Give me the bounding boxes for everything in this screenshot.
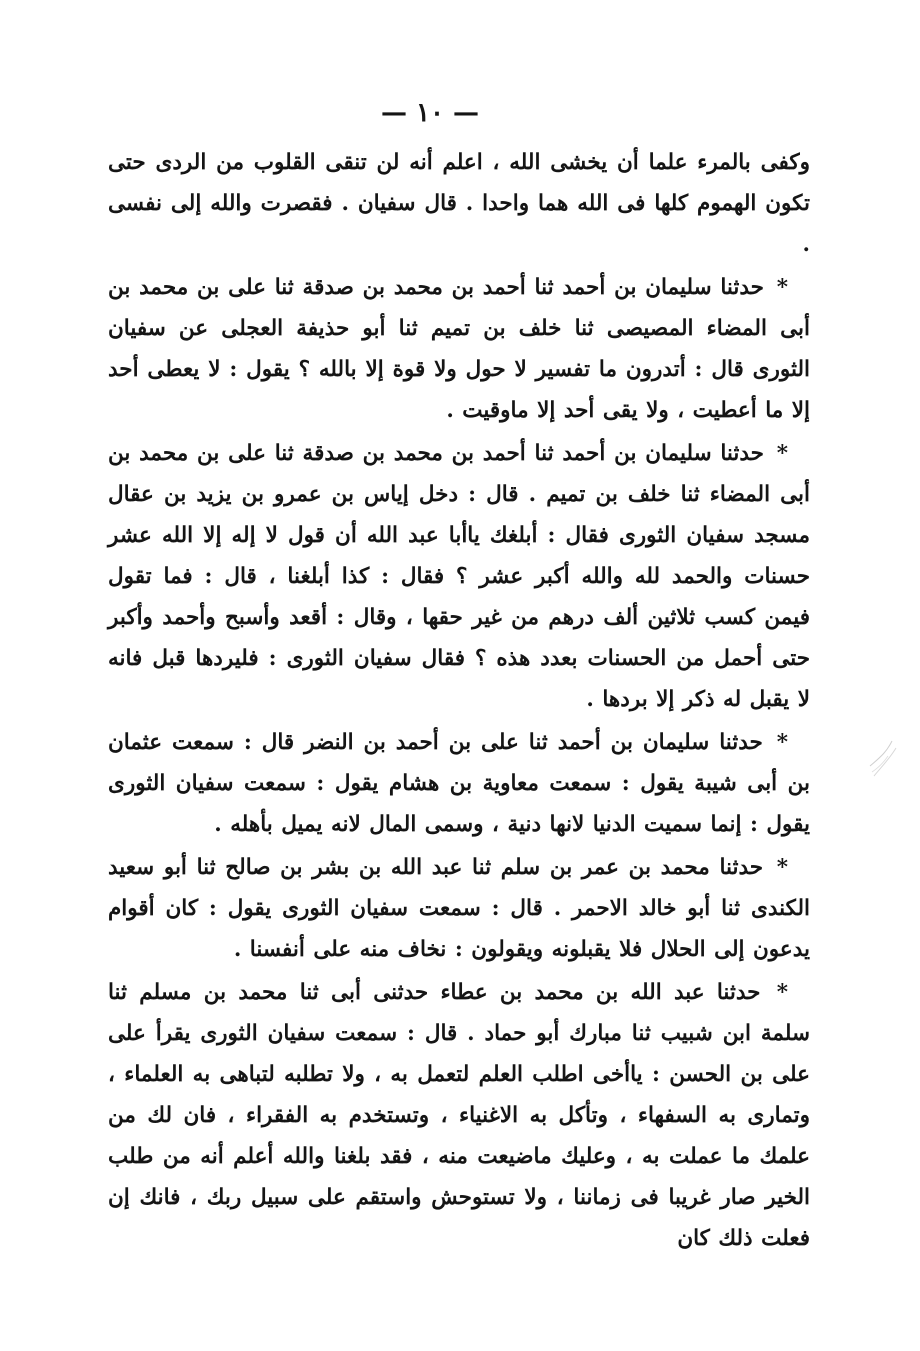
body-text [108, 142, 810, 1261]
paragraph [108, 433, 810, 720]
asterisk-marker: * [776, 730, 788, 755]
paragraph [108, 722, 810, 845]
asterisk-marker: * [776, 441, 788, 466]
asterisk-marker: * [776, 275, 788, 300]
paragraph [108, 142, 810, 265]
scan-smudge [862, 736, 902, 786]
paragraph-text: حدثنا سليمان بن أحمد ثنا أحمد بن محمد بن صدقة ثنا على بن محمد بن أبى المضاء المصيصى ثنا خلف بن تميم ثنا أبو حذيفة العجلى عن سفيان الثورى قال : أتدرون ما تفسير لا حول ولا قوة إلا بالله ؟ يقول : لا يعطى أحد إلا ما أعطيت ، ولا يقى أحد إلا ماوقيت . [108, 275, 810, 423]
paragraph-text: حدثنا محمد بن عمر بن سلم ثنا عبد الله بن بشر بن صالح ثنا أبو سعيد الكندى ثنا أبو خالد الاحمر . قال : سمعت سفيان الثورى يقول : كان أقوام يدعون إلى الحلال فلا يقبلونه ويقولون : نخاف منه على أنفسنا . [108, 855, 810, 962]
paragraph-text: حدثنا عبد الله بن محمد بن عطاء حدثنى أبى ثنا محمد بن مسلم ثنا سلمة ابن شبيب ثنا مبارك أبو حماد . قال : سمعت سفيان الثورى يقرأ على على بن الحسن : ياأخى اطلب العلم لتعمل به ، ولا تطلبه لتباهى به العلماء ، وتمارى به السفهاء ، وتأكل به الاغنياء ، وتستخدم به الفقراء ، فان لك من علمك ما عملت به ، وعليك ماضيعت منه ، فقد بلغنا والله أعلم أنه من طلب الخير صار غريبا فى زماننا ، ولا تستوحش واستقم على سبيل ربك ، فانك إن فعلت ذلك كان [108, 980, 810, 1251]
asterisk-marker: * [776, 855, 788, 880]
page-number: — ١٠ — [380, 98, 480, 128]
paragraph-text: وكفى بالمرء علما أن يخشى الله ، اعلم أنه لن تنقى القلوب من الردى حتى تكون الهموم كلها فى الله هما واحدا . قال سفيان . فقصرت والله إلى نفسى . [108, 150, 810, 257]
paragraph-text: حدثنا سليمان بن أحمد ثنا أحمد بن محمد بن صدقة ثنا على بن محمد بن أبى المضاء ثنا خلف بن تميم . قال : دخل إياس بن عمرو بن يزيد بن عقال مسجد سفيان الثورى فقال : أبلغك ياأبا عبد الله أن قول لا إله إلا الله عشر حسنات والحمد لله والله أكبر عشر ؟ فقال : كذا أبلغنا ، قال : فما تقول فيمن كسب ثلاثين ألف درهم من غير حقها ، وقال : أقعد وأسبح وأحمد وأكبر حتى أحمل من الحسنات بعدد هذه ؟ فقال سفيان الثورى : فليردها قبل فانه لا يقبل له ذكر إلا بردها . [108, 441, 810, 712]
asterisk-marker: * [776, 980, 788, 1005]
paragraph [108, 267, 810, 431]
paragraph [108, 972, 810, 1259]
paragraph [108, 847, 810, 970]
paragraph-text: حدثنا سليمان بن أحمد ثنا على بن أحمد بن النضر قال : سمعت عثمان بن أبى شيبة يقول : سمعت معاوية بن هشام يقول : سمعت سفيان الثورى يقول : إنما سميت الدنيا لانها دنية ، وسمى المال لانه يميل بأهله . [108, 730, 810, 837]
